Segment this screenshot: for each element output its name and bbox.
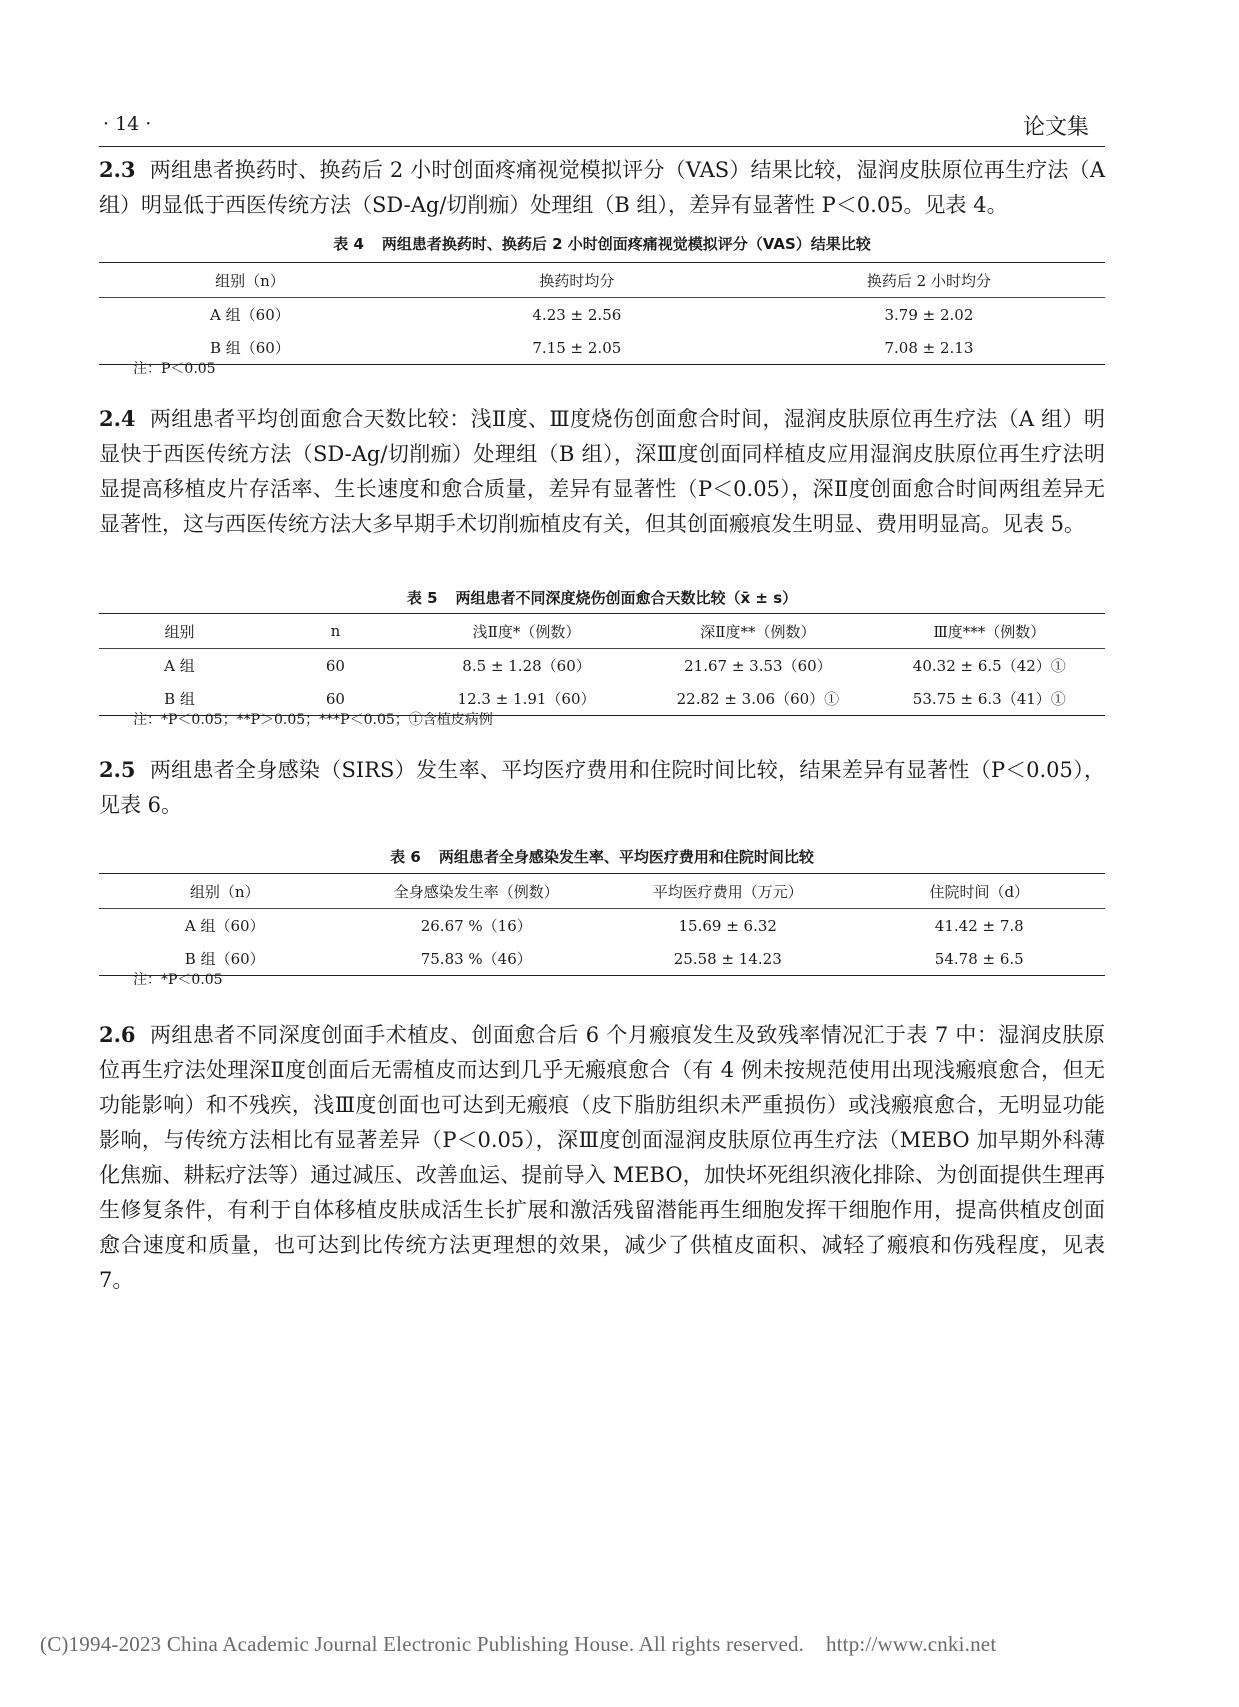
- table-cell: A 组（60）: [210, 306, 290, 324]
- table-cell: 25.58 ± 14.23: [673, 949, 782, 968]
- table-cell: 53.75 ± 6.3（41）①: [912, 690, 1066, 708]
- table-cell: 8.5 ± 1.28（60）: [462, 657, 591, 675]
- table-cell: 12.3 ± 1.91（60）: [457, 690, 596, 708]
- table-cell: 54.78 ± 6.5: [934, 949, 1024, 968]
- table-cell: 7.08 ± 2.13: [884, 338, 974, 357]
- table-5: [99, 613, 1105, 716]
- table-cell: 40.32 ± 6.5（42）①: [912, 657, 1066, 675]
- column-header: 换药后 2 小时均分: [866, 271, 991, 290]
- section-2-3: [99, 152, 1105, 223]
- section-number: 2.3: [99, 157, 136, 182]
- table-title: 两组患者全身感染发生率、平均医疗费用和住院时间比较: [438, 848, 814, 866]
- table-header-row: [99, 263, 1105, 298]
- column-header: 浅Ⅱ度*（例数）: [472, 622, 581, 641]
- table-header-row: [99, 614, 1105, 649]
- table-cell: B 组（60）: [184, 950, 265, 968]
- footer-url: http://www.cnki.net: [825, 1632, 997, 1656]
- section-2-6: [99, 1017, 1105, 1298]
- column-header: 住院时间（d）: [929, 882, 1030, 901]
- table-cell: 4.23 ± 2.56: [532, 305, 622, 324]
- table-header-row: [99, 874, 1105, 909]
- table-cell: 21.67 ± 3.53（60）: [684, 657, 832, 675]
- table-cell: 7.15 ± 2.05: [532, 338, 622, 357]
- table-title: 两组患者换药时、换药后 2 小时创面疼痛视觉模拟评分（VAS）结果比较: [381, 235, 871, 253]
- table-5-caption: [99, 587, 1105, 608]
- table-4-note: 注：P＜0.05: [133, 361, 216, 377]
- table-label: 表 4: [333, 235, 364, 253]
- column-header: 组别（n）: [215, 271, 285, 290]
- table-row: [99, 649, 1105, 683]
- section-text: 两组患者换药时、换药后 2 小时创面疼痛视觉模拟评分（VAS）结果比较，湿润皮肤原位再生疗法（A 组）明显低于西医传统方法（SD-Ag/切削痂）处理组（B 组），差异有显著性 P＜0.05。见表 4。: [99, 158, 1105, 217]
- section-number: 2.4: [99, 406, 136, 431]
- table-title: 两组患者不同深度烧伤创面愈合天数比较（x̄ ± s）: [455, 589, 798, 607]
- table-cell: 22.82 ± 3.06（60）①: [676, 690, 840, 708]
- column-header: 全身感染发生率（例数）: [393, 882, 559, 901]
- section-2-4: [99, 401, 1105, 542]
- column-header: 组别: [164, 622, 195, 641]
- table-row: [99, 298, 1105, 332]
- column-header: 平均医疗费用（万元）: [652, 882, 803, 901]
- section-2-5: [99, 752, 1105, 823]
- table-6-caption: [99, 846, 1105, 867]
- copyright-footer: [40, 1632, 996, 1657]
- column-header: Ⅲ度***（例数）: [933, 622, 1046, 641]
- table-5-note: 注：*P＜0.05；**P＞0.05；***P＜0.05；①含植皮病例: [133, 712, 493, 728]
- table-cell: B 组（60）: [209, 339, 290, 357]
- copyright-text: (C)1994-2023 China Academic Journal Electronic Publishing House. All rights reserved.: [40, 1632, 805, 1656]
- table-cell: 15.69 ± 6.32: [678, 916, 777, 935]
- table-cell: A 组: [164, 657, 195, 675]
- table-4: [99, 262, 1105, 365]
- table-4-caption: [99, 233, 1105, 254]
- table-cell: A 组（60）: [184, 917, 265, 935]
- column-header: 组别（n）: [189, 882, 260, 901]
- table-cell: 3.79 ± 2.02: [884, 305, 974, 324]
- table-6: [99, 873, 1105, 976]
- table-row: [99, 942, 1105, 976]
- table-cell: 60: [325, 656, 345, 675]
- journal-name: 论文集: [1022, 115, 1089, 140]
- column-header: 深Ⅱ度**（例数）: [700, 622, 816, 641]
- section-number: 2.6: [99, 1022, 136, 1047]
- page-number: · 14 ·: [103, 113, 152, 135]
- table-label: 表 6: [390, 848, 421, 866]
- table-cell: 41.42 ± 7.8: [934, 916, 1024, 935]
- table-row: [99, 331, 1105, 365]
- table-cell: B 组: [164, 690, 195, 708]
- section-text: 两组患者平均创面愈合天数比较：浅Ⅱ度、Ⅲ度烧伤创面愈合时间，湿润皮肤原位再生疗法（A 组）明显快于西医传统方法（SD-Ag/切削痂）处理组（B 组），深Ⅲ度创面同样植皮应用湿润皮肤原位再生疗法明显提高移植皮片存活率、生长速度和愈合质量，差异有显著性（P＜0.05），深Ⅱ度创面愈合时间两组差异无显著性，这与西医传统方法大多早期手术切削痂植皮有关，但其创面瘢痕发生明显、费用明显高。见表 5。: [99, 407, 1105, 536]
- table-cell: 26.67 %（16）: [420, 917, 532, 935]
- table-row: [99, 909, 1105, 943]
- header-rule: [99, 146, 1105, 147]
- table-cell: 60: [325, 689, 345, 708]
- section-text: 两组患者全身感染（SIRS）发生率、平均医疗费用和住院时间比较，结果差异有显著性（P＜0.05），见表 6。: [99, 758, 1105, 817]
- section-text: 两组患者不同深度创面手术植皮、创面愈合后 6 个月瘢痕发生及致残率情况汇于表 7 中：湿润皮肤原位再生疗法处理深Ⅱ度创面后无需植皮而达到几乎无瘢痕愈合（有 4 例未按规范使用出现浅瘢痕愈合，但无功能影响）和不残疾，浅Ⅲ度创面也可达到无瘢痕（皮下脂肪组织未严重损伤）或浅瘢痕愈合，无明显功能影响，与传统方法相比有显著差异（P＜0.05），深Ⅲ度创面湿润皮肤原位再生疗法（MEBO 加早期外科薄化焦痂、耕耘疗法等）通过减压、改善血运、提前导入 MEBO，加快坏死组织液化排除、为创面提供生理再生修复条件，有利于自体移植皮肤成活生长扩展和激活残留潜能再生细胞发挥干细胞作用，提高供植皮创面愈合速度和质量，也可达到比传统方法更理想的效果，减少了供植皮面积、减轻了瘢痕和伤残程度，见表 7。: [99, 1023, 1105, 1292]
- column-header: 换药时均分: [539, 271, 615, 290]
- table-cell: 75.83 %（46）: [420, 950, 532, 968]
- column-header: n: [330, 622, 341, 640]
- section-number: 2.5: [99, 757, 136, 782]
- table-label: 表 5: [406, 589, 438, 607]
- table-6-note: 注：*P＜0.05: [133, 972, 223, 988]
